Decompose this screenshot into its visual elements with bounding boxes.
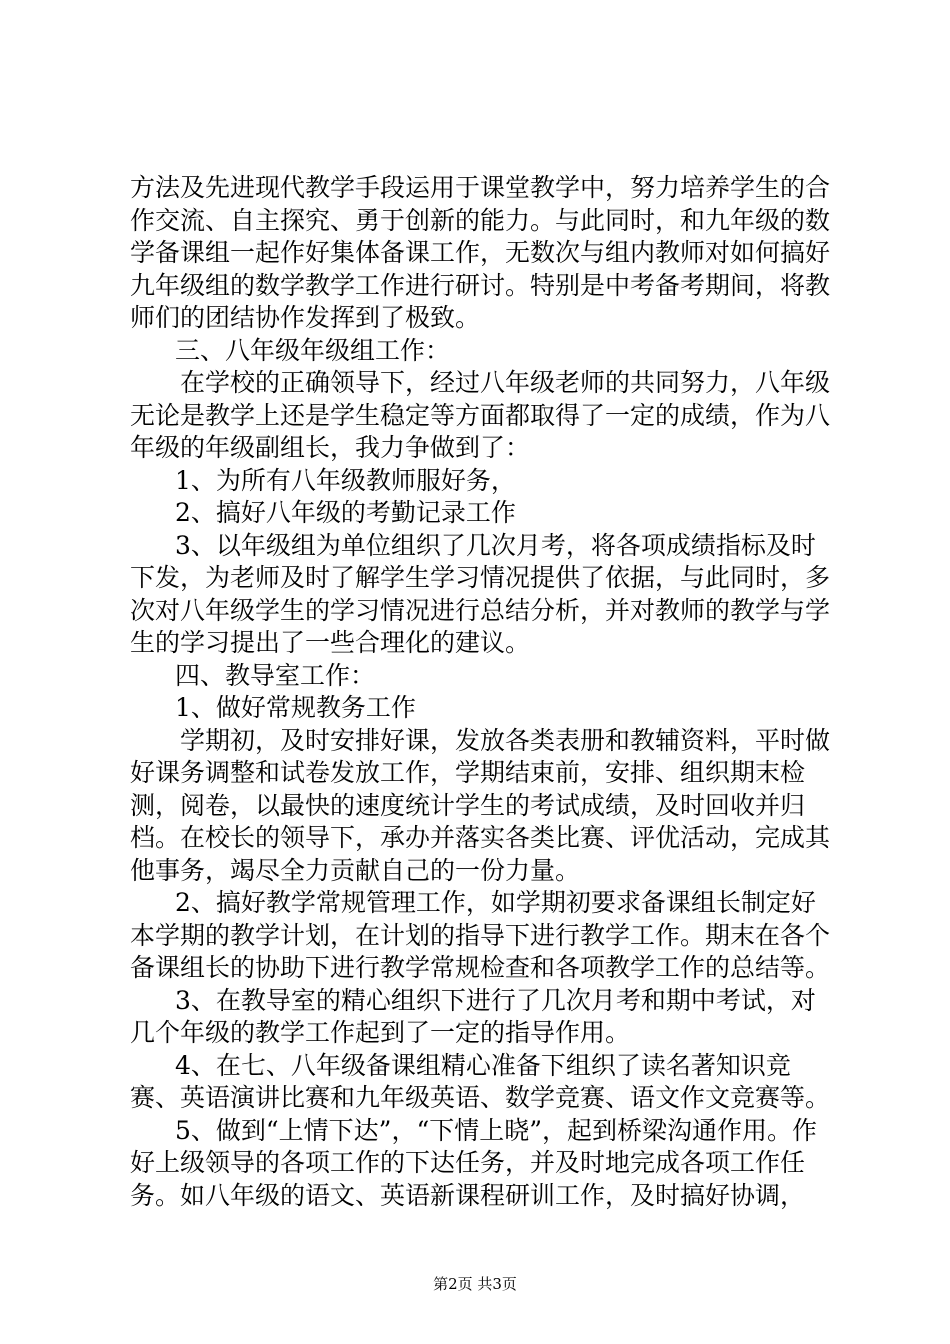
paragraph-grade8-intro: 在学校的正确领导下，经过八年级老师的共同努力，八年级无论是教学上还是学生稳定等方面都取得了一定的成绩，作为八年级的年级副组长，我力争做到了： bbox=[130, 368, 831, 462]
list-item-3-monthly-exams: 3、以年级组为单位组织了几次月考，将各项成绩指标及时下发，为老师及时了解学生学习情况提供了依据，与此同时，多次对八年级学生的学习情况进行总结分析，并对教师的教学与学生的学习提出了一些合理化的建议。 bbox=[130, 530, 831, 657]
document-body bbox=[130, 172, 835, 1212]
subheading-routine-affairs: 1、做好常规教务工作 bbox=[175, 693, 416, 722]
list-item-2-attendance: 2、搞好八年级的考勤记录工作 bbox=[175, 498, 516, 527]
paragraph-semester-tasks: 学期初，及时安排好课，发放各类表册和教辅资料，平时做好课务调整和试卷发放工作，学期结束前，安排、组织期末检测，阅卷，以最快的速度统计学生的考试成绩，及时回收并归档。在校长的领导下，承办并落实各类比赛、评优活动，完成其他事务，竭尽全力贡献自己的一份力量。 bbox=[130, 725, 831, 885]
list-item-3-exams-guidance: 3、在教导室的精心组织下进行了几次月考和期中考试，对几个年级的教学工作起到了一定的指导作用。 bbox=[130, 985, 816, 1047]
page-footer bbox=[0, 1275, 950, 1293]
list-item-1-serve-teachers: 1、为所有八年级教师服好务， bbox=[175, 465, 516, 495]
list-item-5-communication: 5、做到“上情下达”，“下情上晓”，起到桥梁沟通作用。作好上级领导的各项工作的下达任务，并及时地完成各项工作任务。如八年级的语文、英语新课程研训工作，及时搞好协调， bbox=[130, 1115, 818, 1210]
heading-academic-office-work: 四、教导室工作： bbox=[175, 660, 376, 690]
list-item-2-teaching-routine: 2、搞好教学常规管理工作，如学期初要求备课组长制定好本学期的教学计划，在计划的指导下进行教学工作。期末在各个备课组长的协助下进行教学常规检查和各项教学工作的总结等。 bbox=[130, 888, 831, 982]
paragraph-teaching-methods: 方法及先进现代教学手段运用于课堂教学中，努力培养学生的合作交流、自主探究、勇于创新的能力。与此同时，和九年级的数学备课组一起作好集体备课工作，无数次与组内教师对如何搞好九年级组的数学教学工作进行研讨。特别是中考备考期间，将教师们的团结协作发挥到了极致。 bbox=[130, 173, 831, 332]
page-number-label: 第2页 共3页 bbox=[433, 1275, 517, 1293]
list-item-4-competitions: 4、在七、八年级备课组精心准备下组织了读名著知识竞赛、英语演讲比赛和九年级英语、数学竞赛、语文作文竞赛等。 bbox=[130, 1050, 831, 1112]
heading-grade8-group-work: 三、八年级年级组工作： bbox=[175, 335, 451, 365]
